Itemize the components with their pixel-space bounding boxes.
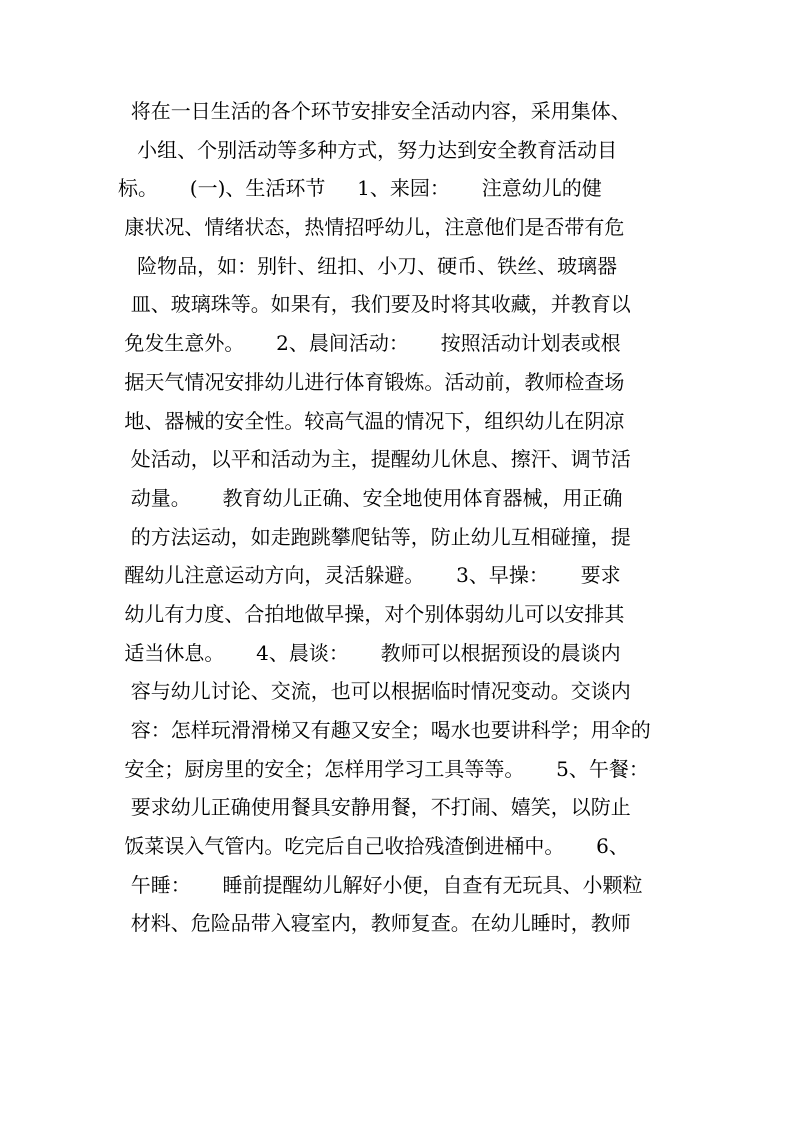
text-line: 适当休息。 4、晨谈： 教师可以根据预设的晨谈内 bbox=[118, 640, 621, 665]
text-line: 的方法运动，如走跑跳攀爬钻等，防止幼儿互相碰撞，提 bbox=[118, 524, 631, 549]
text-line: 将在一日生活的各个环节安排安全活动内容，采用集体、 bbox=[118, 99, 631, 123]
text-line: 容与幼儿讨论、交流，也可以根据临时情况变动。交谈内 bbox=[118, 679, 631, 704]
text-line: 据天气情况安排幼儿进行体育锻炼。活动前，教师检查场 bbox=[118, 369, 625, 394]
text-line: 险物品，如：别针、纽扣、小刀、硬币、铁丝、玻璃器 bbox=[118, 253, 618, 278]
text-line: 标。 (一)、生活环节 1、来园： 注意幼儿的健 bbox=[118, 176, 602, 201]
text-line: 幼儿有力度、合拍地做早操，对个别体弱幼儿可以安排其 bbox=[118, 601, 625, 626]
text-line: 皿、玻璃珠等。如果有，我们要及时将其收藏，并教育以 bbox=[118, 292, 631, 317]
text-line: 地、器械的安全性。较高气温的情况下，组织幼儿在阴凉 bbox=[118, 408, 625, 433]
text-line: 材料、危险品带入寝室内，教师复查。在幼儿睡时，教师 bbox=[118, 911, 631, 936]
text-line: 醒幼儿注意运动方向，灵活躲避。 3、早操： 要求 bbox=[118, 563, 621, 588]
text-line: 午睡： 睡前提醒幼儿解好小便，自查有无玩具、小颗粒 bbox=[118, 872, 643, 897]
text-line: 饭菜误入气管内。吃完后自己收拾残渣倒进桶中。 6、 bbox=[118, 834, 629, 859]
text-line: 康状况、情绪状态，热情招呼幼儿，注意他们是否带有危 bbox=[118, 215, 625, 240]
text-line: 处活动，以平和活动为主，提醒幼儿休息、擦汗、调节活 bbox=[118, 447, 631, 472]
text-line: 容：怎样玩滑滑梯又有趣又安全；喝水也要讲科学；用伞的 bbox=[118, 718, 651, 742]
text-line: 小组、个别活动等多种方式，努力达到安全教育活动目 bbox=[118, 137, 618, 162]
text-line: 安全；厨房里的安全；怎样用学习工具等等。 5、午餐： bbox=[118, 756, 649, 781]
body-text bbox=[118, 92, 678, 943]
text-line: 动量。 教育幼儿正确、安全地使用体育器械，用正确 bbox=[118, 485, 623, 510]
text-line: 免发生意外。 2、晨间活动： 按照活动计划表或根 bbox=[118, 331, 621, 356]
text-line: 要求幼儿正确使用餐具安静用餐，不打闹、嬉笑，以防止 bbox=[118, 795, 631, 820]
